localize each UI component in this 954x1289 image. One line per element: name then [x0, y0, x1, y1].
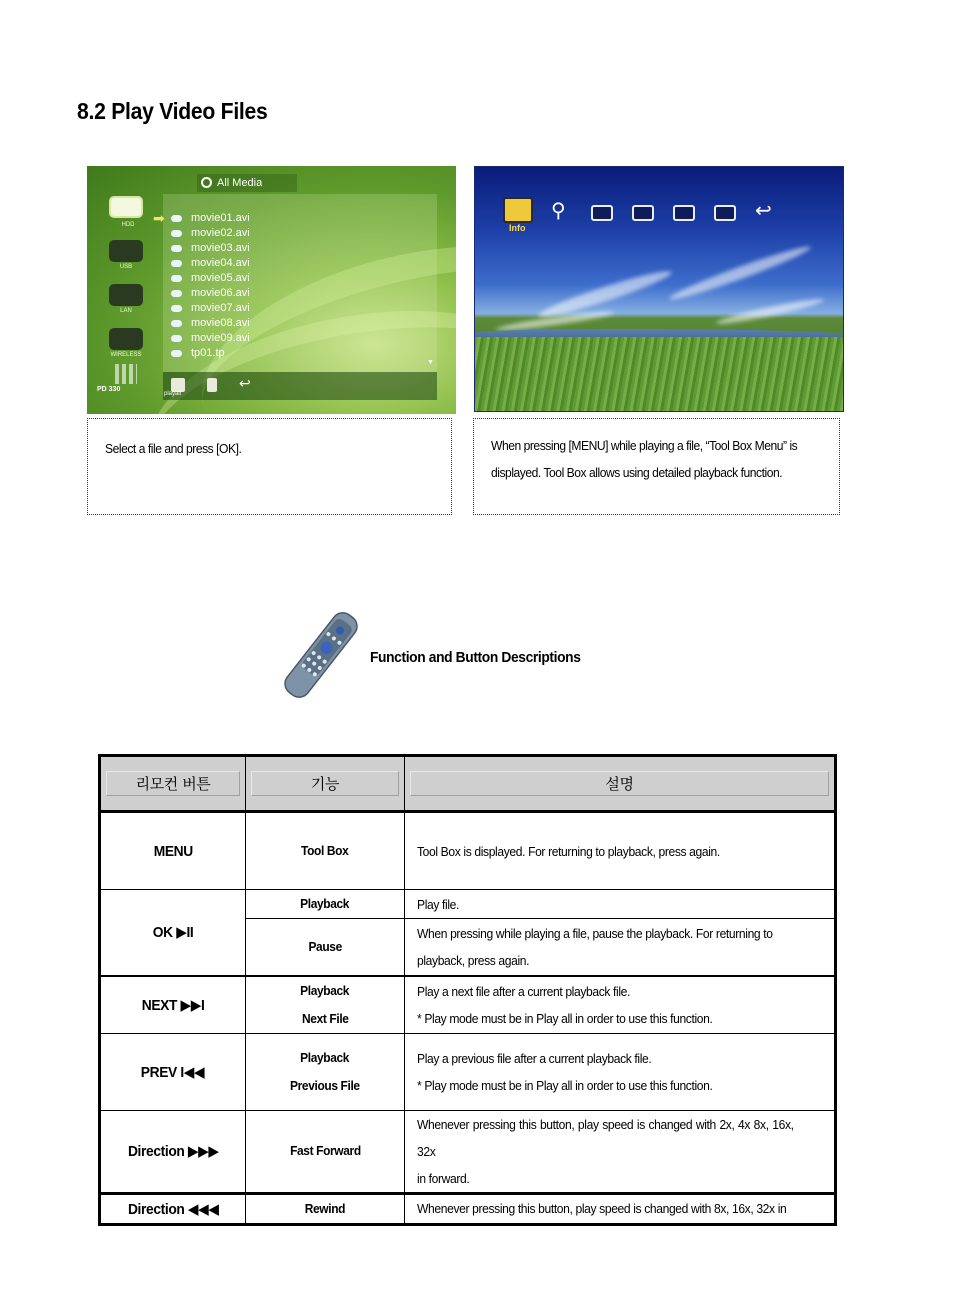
list-item[interactable]: movie01.avi — [171, 211, 250, 226]
globe-icon[interactable]: ⚲ — [551, 200, 566, 222]
file-icon — [171, 245, 182, 252]
table-row: PREV I◀◀ Playback Previous File Play a previous file after a current playback file. * Play mode must be in Play all in order to use this function. — [100, 1033, 836, 1110]
file-icon — [171, 275, 182, 282]
media-browser-screenshot — [87, 166, 456, 414]
all-media-header: All Media — [197, 174, 297, 192]
list-icon[interactable] — [207, 378, 217, 392]
playall-label: playall — [164, 391, 182, 397]
file-icon — [171, 335, 182, 342]
file-icon — [171, 260, 182, 267]
table-row: Direction ◀◀◀ Rewind Whenever pressing this button, play speed is changed with 8x, 16x, 32x in — [100, 1193, 836, 1224]
list-item[interactable]: movie02.avi — [171, 226, 250, 241]
return-icon[interactable]: ↩ — [755, 200, 772, 222]
lan-icon: LAN — [109, 284, 143, 306]
remote-control-icon — [280, 610, 362, 700]
selection-arrow-icon: ➡ — [153, 210, 165, 226]
file-icon — [171, 305, 182, 312]
list-item[interactable]: movie09.avi — [171, 331, 250, 346]
zoom-in-icon[interactable] — [591, 205, 613, 221]
picture-icon[interactable] — [714, 205, 736, 221]
header-function: 기능 — [246, 756, 405, 812]
scroll-down-icon: ▼ — [427, 359, 434, 366]
header-button: 리모컨 버튼 — [100, 756, 246, 812]
list-item[interactable]: movie07.avi — [171, 301, 250, 316]
aspect-icon[interactable] — [632, 205, 654, 221]
button-description-table — [98, 754, 837, 1226]
list-item[interactable]: movie03.avi — [171, 241, 250, 256]
table-row: Pause When pressing while playing a file, pause the playback. For returning to playback, press again. — [100, 919, 836, 976]
remote-grid-icon — [115, 364, 137, 384]
info-icon[interactable] — [503, 197, 533, 223]
function-title: Function and Button Descriptions — [370, 649, 581, 666]
file-icon — [171, 290, 182, 297]
table-row: NEXT ▶▶I Playback Next File Play a next file after a current playback file. * Play mode must be in Play all in order to use this function. — [100, 976, 836, 1034]
file-icon — [171, 230, 182, 237]
product-logo: PD 330 — [97, 386, 121, 393]
usb-icon: USB — [109, 240, 143, 262]
caption-select-file: Select a file and press [OK]. — [87, 418, 452, 515]
device-icons — [105, 196, 147, 372]
section-title: 8.2 Play Video Files — [77, 98, 268, 124]
table-row: MENU Tool Box Tool Box is displayed. For returning to playback, press again. — [100, 812, 836, 890]
repeat-icon[interactable] — [673, 205, 695, 221]
file-icon — [171, 320, 182, 327]
hdd-icon: HDD — [109, 196, 143, 218]
file-icon — [171, 215, 182, 222]
table-row: OK ▶II Playback Play file. — [100, 890, 836, 919]
return-icon[interactable]: ↩ — [239, 375, 251, 391]
playall-icon[interactable] — [171, 378, 185, 392]
file-icon — [171, 350, 182, 357]
search-icon — [201, 177, 212, 188]
toolbox-screenshot — [474, 166, 844, 412]
wireless-icon: WIRELESS — [109, 328, 143, 350]
header-description: 설명 — [405, 756, 836, 812]
info-label: Info — [509, 223, 526, 233]
list-item[interactable]: tp01.tp — [171, 346, 225, 361]
table-row: Direction ▶▶▶ Fast Forward Whenever pressing this button, play speed is changed with 2x, 4x 8x, 16x, 32x in forward. — [100, 1110, 836, 1193]
caption-toolbox: When pressing [MENU] while playing a file, “Tool Box Menu” is displayed. Tool Box allows using detailed playback function. — [473, 418, 840, 515]
list-item[interactable]: movie04.avi — [171, 256, 250, 271]
grass-field — [475, 337, 844, 412]
list-item[interactable]: movie08.avi — [171, 316, 250, 331]
list-item[interactable]: movie06.avi — [171, 286, 250, 301]
media-bottom-bar — [163, 372, 437, 400]
list-item[interactable]: movie05.avi — [171, 271, 250, 286]
